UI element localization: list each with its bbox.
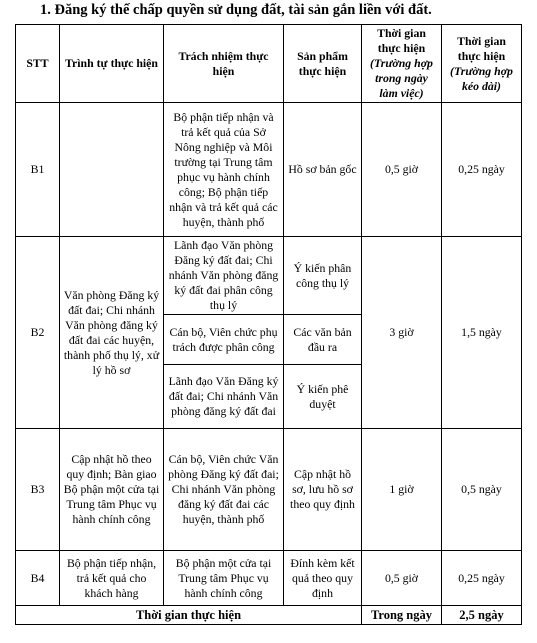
row-sequence: Cập nhật hồ theo quy định; Bàn giao Bộ phận một cửa tại Trung tâm Phục vụ hành chính công xyxy=(60,429,164,551)
header-time-normal xyxy=(362,25,442,103)
row-responsibility: Cán bộ, Viên chức phụ trách được phân công xyxy=(164,315,284,365)
footer-time-normal: Trong ngày xyxy=(362,606,442,625)
row-product: Ý kiến phân công thụ lý xyxy=(284,237,362,315)
row-time-extended: 0,5 ngày xyxy=(442,429,522,551)
row-product: Hồ sơ bản gốc xyxy=(284,103,362,237)
header-product: Sản phẩm thực hiện xyxy=(284,25,362,103)
row-time-normal: 1 giờ xyxy=(362,429,442,551)
header-time-normal-title: Thời gian thực hiện xyxy=(377,26,426,55)
footer-time-extended: 2,5 ngày xyxy=(442,606,522,625)
row-stt: B2 xyxy=(16,237,60,429)
footer-label: Thời gian thực hiện xyxy=(16,606,362,625)
row-stt: B4 xyxy=(16,551,60,606)
row-stt: B1 xyxy=(16,103,60,237)
row-product: Các văn bản đầu ra xyxy=(284,315,362,365)
row-time-extended: 1,5 ngày xyxy=(442,237,522,429)
header-time-normal-note: (Trường hợp trong ngày làm việc) xyxy=(370,56,433,100)
row-responsibility: Lãnh đạo Văn Đăng ký đất đai; Chi nhánh Văn phòng đăng ký đất đai xyxy=(164,365,284,429)
header-stt: STT xyxy=(16,25,60,103)
row-responsibility: Lãnh đạo Văn phòng Đăng ký đất đai; Chi nhánh Văn phòng đăng ký đất đai phân công thụ lý xyxy=(164,237,284,315)
table-row xyxy=(16,103,522,237)
row-sequence xyxy=(60,103,164,237)
row-product: Đính kèm kết quả theo quy định xyxy=(284,551,362,606)
row-sequence: Bộ phận tiếp nhận, trả kết quả cho khách hàng xyxy=(60,551,164,606)
row-time-normal: 3 giờ xyxy=(362,237,442,429)
row-responsibility: Cán bộ, Viên chức Văn phòng Đăng ký đất đai; Chi nhánh Văn phòng đăng ký đất đai các huyện, thành phố xyxy=(164,429,284,551)
row-responsibility: Bộ phận tiếp nhận và trả kết quả của Sở Nông nghiệp và Môi trường tại Trung tâm phục vụ hành chính công; Bộ phận tiếp nhận và trả kết quả các huyện, thành phố xyxy=(164,103,284,237)
header-time-extended-note: (Trường hợp kéo dài) xyxy=(450,63,513,93)
row-product: Ý kiến phê duyệt xyxy=(284,365,362,429)
row-responsibility: Bộ phận một cửa tại Trung tâm Phục vụ hành chính công xyxy=(164,551,284,606)
row-sequence: Văn phòng Đăng ký đất đai; Chi nhánh Văn phòng đăng ký đất đai các huyện, thành phố thụ lý, xử lý hồ sơ xyxy=(60,237,164,429)
section-heading: 1. Đăng ký thế chấp quyền sử dụng đất, tài sản gắn liền với đất. xyxy=(40,2,432,18)
header-time-extended-title: Thời gian thực hiện xyxy=(457,33,506,63)
header-responsibility: Trách nhiệm thực hiện xyxy=(164,25,284,103)
table-row xyxy=(16,237,522,315)
row-time-extended: 0,25 ngày xyxy=(442,103,522,237)
footer-row xyxy=(16,606,522,625)
procedure-table xyxy=(15,24,522,625)
header-time-extended xyxy=(442,25,522,103)
row-time-extended: 0,25 ngày xyxy=(442,551,522,606)
table-row xyxy=(16,551,522,606)
row-stt: B3 xyxy=(16,429,60,551)
row-time-normal: 0,5 giờ xyxy=(362,103,442,237)
row-product: Cập nhật hồ sơ, lưu hồ sơ theo quy định xyxy=(284,429,362,551)
table-row xyxy=(16,429,522,551)
header-sequence: Trình tự thực hiện xyxy=(60,25,164,103)
row-time-normal: 0,5 giờ xyxy=(362,551,442,606)
header-row xyxy=(16,25,522,103)
